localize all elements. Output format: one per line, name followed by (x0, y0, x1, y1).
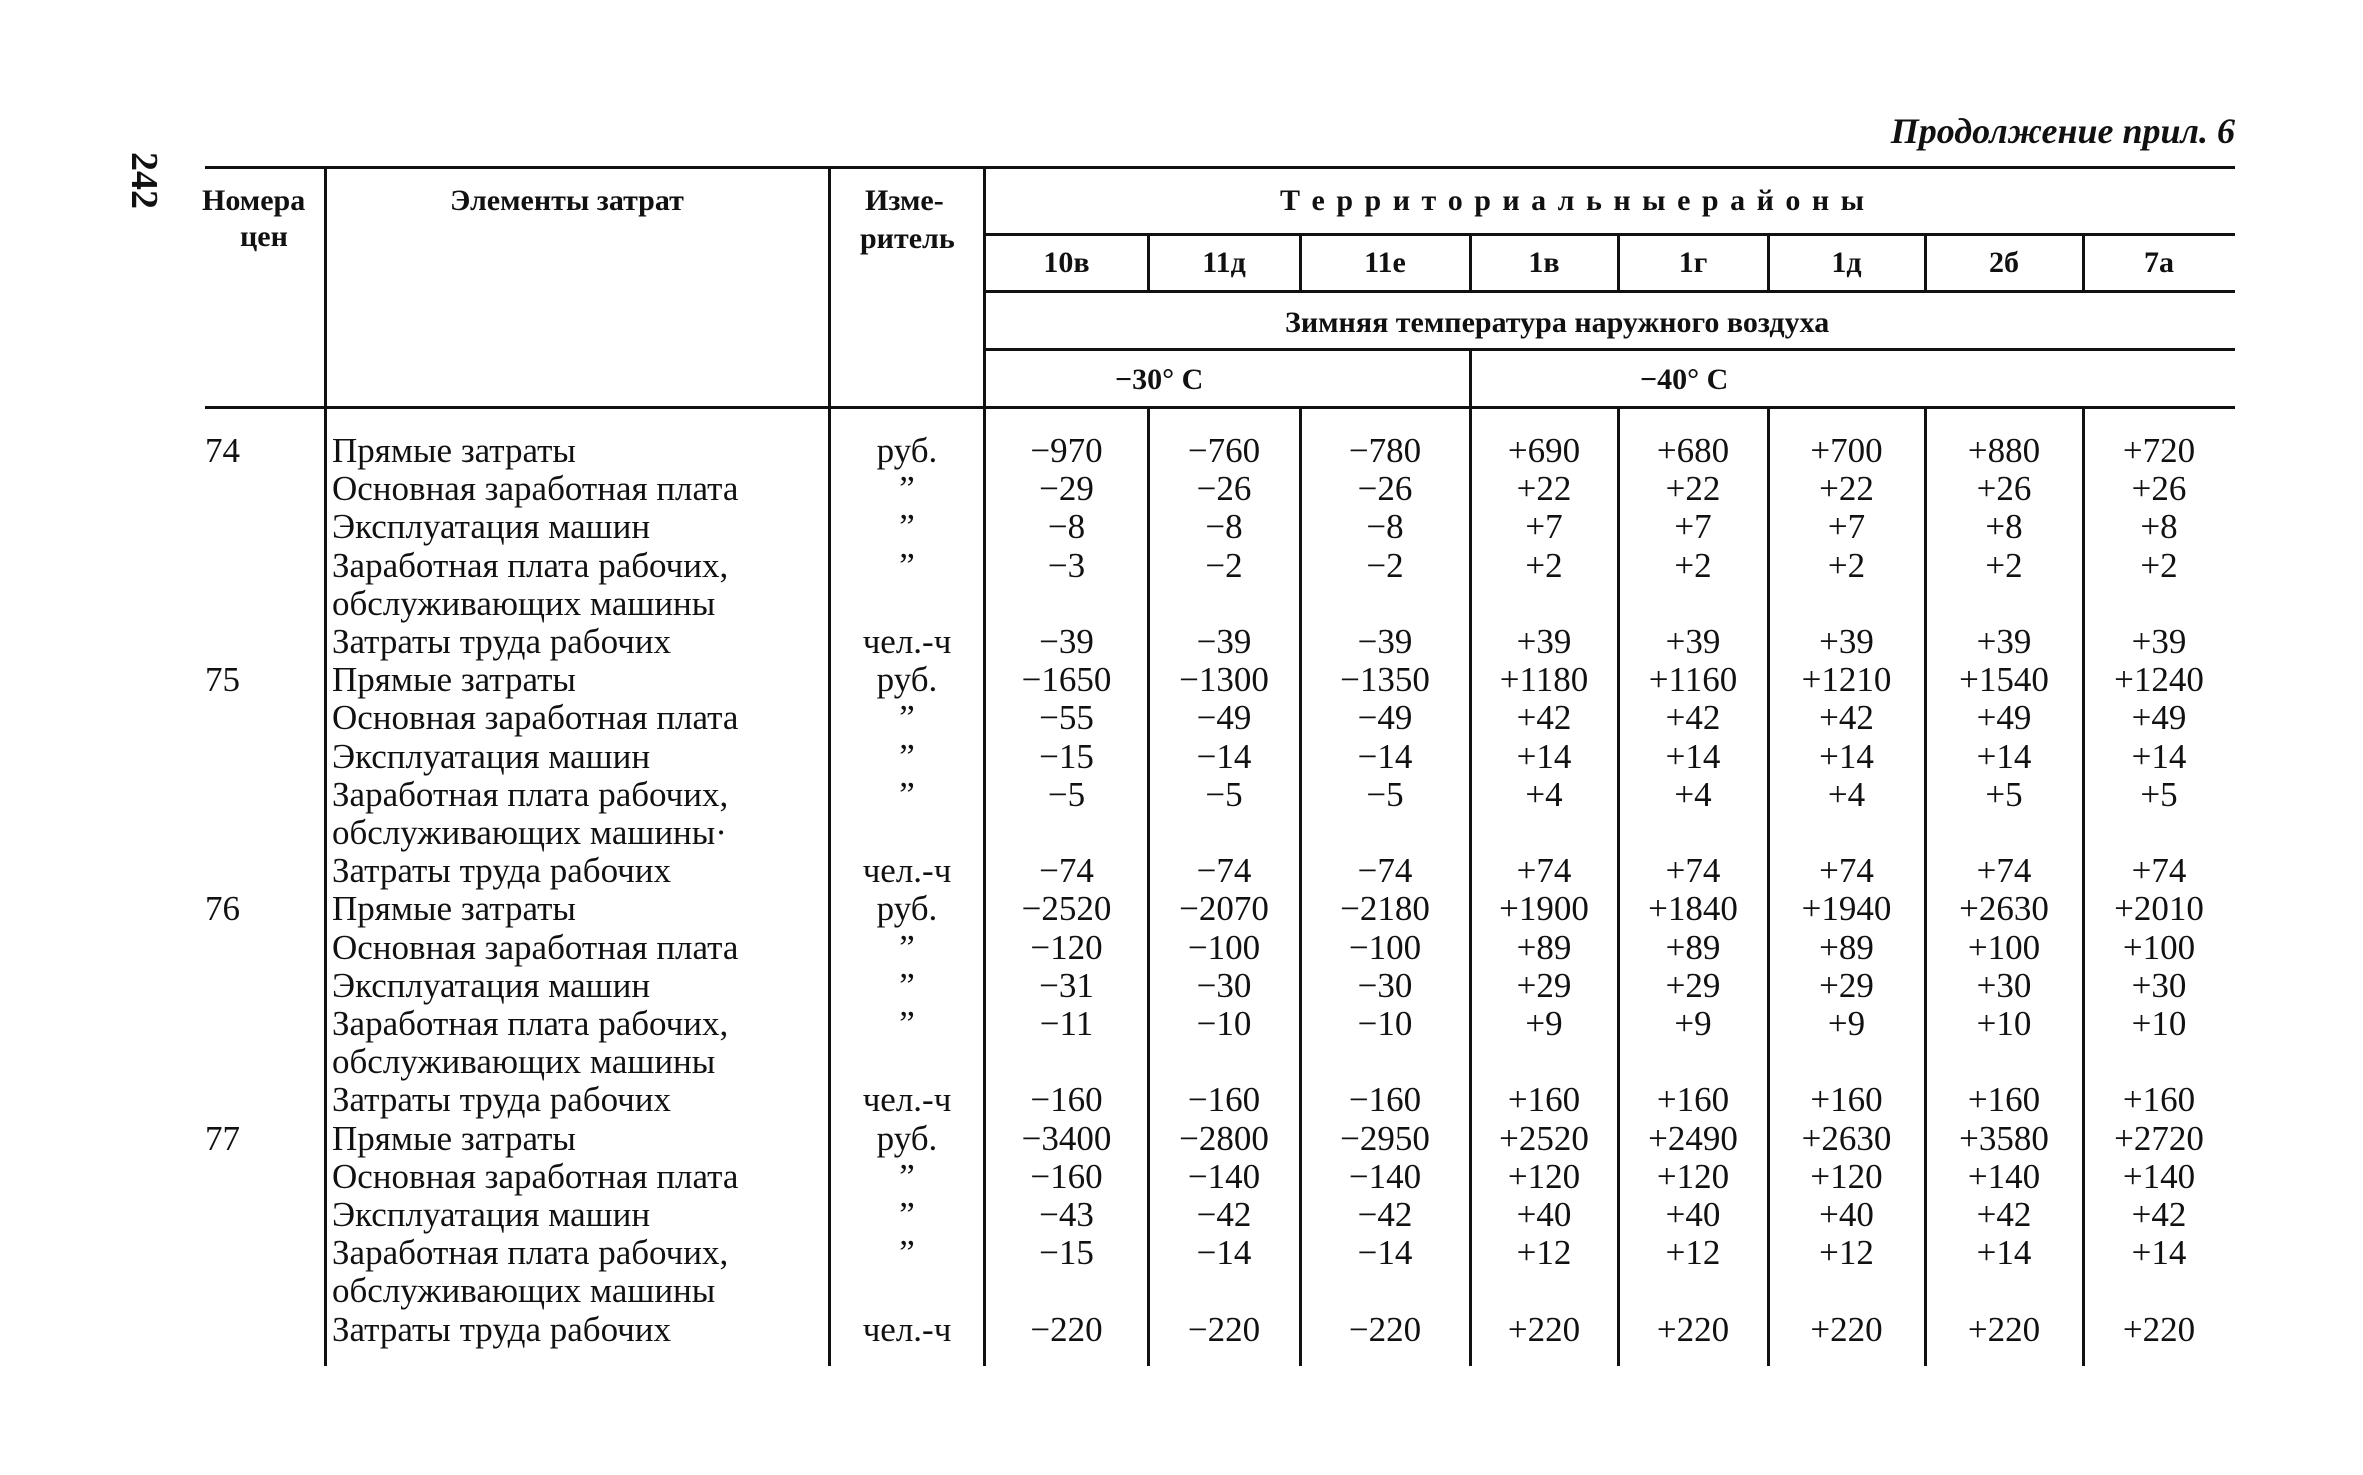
header-winter-temp: Зимняя температура наружного воздуха (1285, 306, 1830, 339)
value-cell: −26 (1357, 469, 1413, 509)
value-cell: −100 (1187, 927, 1261, 967)
unit-cell: ” (899, 965, 915, 1005)
unit-cell: ” (899, 1004, 915, 1043)
value-cell: +2490 (1648, 1118, 1738, 1158)
unit-cell: ” (899, 545, 915, 585)
cost-element-label: Прямые затраты (332, 431, 576, 470)
value-cell: +14 (1976, 736, 2032, 776)
value-cell: +700 (1810, 431, 1883, 470)
value-cell: +4 (1525, 774, 1563, 814)
value-cell: −2520 (1021, 889, 1112, 929)
value-cell: −3 (1047, 545, 1086, 585)
header-territorial: Т е р р и т о р и а л ь н ы е р а й о н ы (1280, 184, 1867, 217)
value-cell: −120 (1030, 927, 1103, 967)
value-cell: +7 (1674, 507, 1712, 547)
header-number-l2: цен (240, 220, 288, 253)
value-cell: +40 (1665, 1195, 1721, 1234)
cost-element-label: Заработная плата рабочих, (332, 1004, 729, 1043)
cost-element-label: Эксплуатация машин (332, 507, 651, 547)
value-cell: −5 (1366, 774, 1404, 814)
value-cell: −49 (1357, 698, 1413, 738)
value-cell: +220 (2122, 1309, 2196, 1349)
value-cell: +1160 (1648, 660, 1738, 700)
unit-cell: ” (899, 469, 915, 509)
value-cell: −39 (1357, 622, 1413, 661)
regions-top-rule (985, 233, 2235, 236)
value-cell: +2 (1985, 545, 2023, 585)
value-cell: +12 (1665, 1233, 1721, 1273)
page-number: 242 (123, 152, 165, 209)
value-cell: −5 (1047, 774, 1086, 814)
unit-cell: ” (899, 1195, 915, 1234)
value-cell: +5 (2140, 774, 2178, 814)
price-number: 76 (205, 889, 240, 929)
value-cell: +22 (1819, 469, 1874, 509)
value-cell: +220 (1967, 1309, 2041, 1349)
cost-element-label: Эксплуатация машин (332, 965, 651, 1005)
header-temp-40: −40° С (1640, 363, 1729, 396)
value-cell: +74 (1819, 851, 1874, 891)
value-cell: +4 (1674, 774, 1712, 814)
cost-element-label: Затраты труда рабочих (332, 1309, 671, 1349)
cost-element-label: Затраты труда рабочих (332, 1080, 671, 1120)
value-cell: +140 (1967, 1156, 2041, 1196)
value-cell: −31 (1039, 965, 1094, 1005)
header-number-l1: Номера (202, 184, 306, 217)
value-cell: −5 (1205, 774, 1243, 814)
value-cell: −39 (1039, 622, 1094, 661)
price-number: 75 (205, 660, 240, 700)
value-cell: +1210 (1801, 660, 1892, 700)
value-cell: +2 (2140, 545, 2178, 585)
value-cell: +9 (1674, 1004, 1712, 1043)
header-bottom-rule (205, 406, 2235, 409)
value-cell: +14 (2131, 736, 2187, 776)
value-cell: +1540 (1959, 660, 2049, 700)
value-cell: −3400 (1021, 1118, 1112, 1158)
value-cell: −1650 (1021, 660, 1112, 700)
value-cell: −8 (1366, 507, 1404, 547)
value-cell: +74 (1665, 851, 1721, 891)
value-cell: −10 (1196, 1004, 1252, 1043)
value-cell: +74 (2131, 851, 2187, 891)
cost-element-label: Эксплуатация машин (332, 1195, 651, 1234)
value-cell: +9 (1525, 1004, 1563, 1043)
region-header: 11е (1364, 246, 1406, 279)
unit-cell: чел.-ч (862, 622, 952, 661)
value-cell: +89 (1516, 927, 1572, 967)
value-cell: +14 (2131, 1233, 2187, 1273)
price-number: 74 (205, 431, 240, 470)
cost-element-label: Основная заработная плата (332, 1156, 739, 1196)
value-cell: +720 (2122, 431, 2196, 470)
header-unit-l2: ритель (860, 222, 955, 255)
cost-element-label: Прямые затраты (332, 1118, 576, 1158)
unit-cell: ” (899, 1156, 915, 1196)
value-cell: −30 (1357, 965, 1413, 1005)
value-cell: +8 (2140, 507, 2178, 547)
cost-element-label: обслуживающих машины (332, 583, 716, 623)
cost-element-label: Основная заработная плата (332, 469, 739, 509)
value-cell: −43 (1039, 1195, 1094, 1234)
value-cell: +10 (1976, 1004, 2032, 1043)
regions-bottom-rule (985, 290, 2235, 293)
value-cell: −15 (1039, 1233, 1094, 1273)
value-cell: +42 (1976, 1195, 2032, 1234)
value-cell: +1240 (2114, 660, 2204, 700)
value-cell: +30 (2131, 965, 2187, 1005)
value-cell: +26 (2131, 469, 2187, 509)
table-top-rule (205, 166, 2235, 169)
value-cell: +29 (1665, 965, 1721, 1005)
cost-element-label: Основная заработная плата (332, 698, 739, 738)
value-cell: +160 (1967, 1080, 2041, 1120)
unit-cell: ” (899, 736, 915, 776)
value-cell: −2800 (1179, 1118, 1269, 1158)
value-cell: −1350 (1340, 660, 1430, 700)
value-cell: −8 (1205, 507, 1243, 547)
value-cell: +12 (1516, 1233, 1572, 1273)
region-header: 10в (1043, 246, 1090, 279)
value-cell: +10 (2131, 1004, 2187, 1043)
value-cell: −10 (1357, 1004, 1413, 1043)
value-cell: −760 (1187, 431, 1261, 470)
value-cell: +30 (1976, 965, 2032, 1005)
value-cell: −42 (1196, 1195, 1252, 1234)
value-cell: −15 (1039, 736, 1094, 776)
value-cell: +12 (1819, 1233, 1874, 1273)
unit-cell: руб. (876, 1118, 938, 1158)
value-cell: +39 (1976, 622, 2032, 661)
value-cell: +220 (1656, 1309, 1730, 1349)
value-cell: +220 (1810, 1309, 1883, 1349)
cost-element-label: Прямые затраты (332, 660, 576, 700)
col-divider-number (324, 166, 327, 1366)
value-cell: −14 (1196, 736, 1252, 776)
region-header: 7а (2144, 246, 2174, 279)
value-cell: −26 (1196, 469, 1252, 509)
value-cell: +29 (1819, 965, 1874, 1005)
value-cell: +4 (1827, 774, 1866, 814)
value-cell: +40 (1516, 1195, 1572, 1234)
value-cell: +42 (1819, 698, 1874, 738)
value-cell: +9 (1827, 1004, 1866, 1043)
value-cell: −74 (1196, 851, 1252, 891)
value-cell: +22 (1516, 469, 1572, 509)
value-cell: +1180 (1499, 660, 1589, 700)
header-unit-l1: Изме- (865, 184, 944, 217)
value-cell: +89 (1665, 927, 1721, 967)
region-header: 1г (1678, 246, 1708, 279)
header-temp-30: −30° С (1115, 363, 1204, 396)
value-cell: +42 (1516, 698, 1572, 738)
value-cell: −2070 (1179, 889, 1269, 929)
value-cell: +1900 (1499, 889, 1589, 929)
unit-cell: чел.-ч (862, 1080, 952, 1120)
cost-element-label: Затраты труда рабочих (332, 622, 671, 661)
cost-element-label: Заработная плата рабочих, (332, 774, 729, 814)
value-cell: +1840 (1648, 889, 1738, 929)
value-cell: −2950 (1340, 1118, 1430, 1158)
value-cell: −220 (1348, 1309, 1422, 1349)
value-cell: +39 (1665, 622, 1721, 661)
header-elements: Элементы затрат (450, 184, 684, 217)
value-cell: +160 (1656, 1080, 1730, 1120)
value-cell: +120 (1507, 1156, 1581, 1196)
value-cell: +39 (1819, 622, 1874, 661)
unit-cell: ” (899, 927, 915, 967)
value-cell: +29 (1516, 965, 1572, 1005)
value-cell: +2720 (2114, 1118, 2204, 1158)
value-cell: +2 (1827, 545, 1866, 585)
value-cell: −8 (1047, 507, 1086, 547)
value-cell: −160 (1030, 1080, 1103, 1120)
value-cell: +39 (2131, 622, 2187, 661)
cost-element-label: Прямые затраты (332, 889, 576, 929)
value-cell: −220 (1030, 1309, 1103, 1349)
value-cell: +2520 (1499, 1118, 1589, 1158)
value-cell: −14 (1196, 1233, 1252, 1273)
unit-cell: руб. (876, 889, 938, 929)
value-cell: +100 (1967, 927, 2041, 967)
value-cell: +74 (1516, 851, 1572, 891)
value-cell: −220 (1187, 1309, 1261, 1349)
value-cell: +2010 (2114, 889, 2204, 929)
value-cell: +7 (1525, 507, 1563, 547)
value-cell: −14 (1357, 736, 1413, 776)
value-cell: −2 (1366, 545, 1404, 585)
value-cell: +42 (1665, 698, 1721, 738)
cost-element-label: Заработная плата рабочих, (332, 545, 729, 585)
price-number: 77 (205, 1118, 240, 1158)
value-cell: +42 (2131, 1195, 2187, 1234)
cost-element-label: Основная заработная плата (332, 927, 739, 967)
unit-cell: ” (899, 774, 915, 814)
value-cell: −29 (1039, 469, 1094, 509)
cost-element-label: Затраты труда рабочих (332, 851, 671, 891)
value-cell: +880 (1967, 431, 2041, 470)
value-cell: +49 (1976, 698, 2032, 738)
value-cell: +14 (1819, 736, 1874, 776)
value-cell: +1940 (1801, 889, 1892, 929)
value-cell: +74 (1976, 851, 2032, 891)
value-cell: −74 (1039, 851, 1094, 891)
value-cell: −1300 (1179, 660, 1269, 700)
value-cell: +26 (1976, 469, 2032, 509)
value-cell: +120 (1656, 1156, 1730, 1196)
cost-element-label: Заработная плата рабочих, (332, 1233, 729, 1273)
region-header: 1д (1831, 246, 1862, 279)
continuation-caption: Продолжение прил. 6 (1890, 111, 2235, 151)
value-cell: +2630 (1959, 889, 2049, 929)
value-cell: −74 (1357, 851, 1413, 891)
value-cell: +14 (1516, 736, 1572, 776)
region-header: 1в (1528, 246, 1560, 279)
value-cell: −49 (1196, 698, 1252, 738)
value-cell: −55 (1039, 698, 1094, 738)
value-cell: +100 (2122, 927, 2196, 967)
value-cell: −140 (1187, 1156, 1261, 1196)
unit-cell: ” (899, 507, 915, 547)
value-cell: −780 (1348, 431, 1422, 470)
cost-element-label: Эксплуатация машин (332, 736, 651, 776)
value-cell: +690 (1507, 431, 1581, 470)
winter-bottom-rule (985, 348, 2235, 351)
unit-cell: руб. (876, 431, 938, 470)
value-cell: −2 (1205, 545, 1243, 585)
value-cell: +220 (1507, 1309, 1581, 1349)
value-cell: +8 (1985, 507, 2023, 547)
value-cell: −11 (1039, 1004, 1094, 1043)
cost-element-label: обслуживающих машины (332, 1042, 716, 1082)
value-cell: −30 (1196, 965, 1252, 1005)
value-cell: −160 (1030, 1156, 1103, 1196)
value-cell: +49 (2131, 698, 2187, 738)
value-cell: +3580 (1959, 1118, 2049, 1158)
unit-cell: чел.-ч (862, 1309, 952, 1349)
region-header: 11д (1202, 246, 1246, 279)
value-cell: +14 (1976, 1233, 2032, 1273)
unit-cell: ” (899, 698, 915, 738)
value-cell: +2630 (1801, 1118, 1892, 1158)
value-cell: −970 (1030, 431, 1103, 470)
value-cell: −140 (1348, 1156, 1422, 1196)
value-cell: +5 (1985, 774, 2023, 814)
col-divider-elements (828, 166, 831, 1366)
value-cell: −160 (1348, 1080, 1422, 1120)
value-cell: −160 (1187, 1080, 1261, 1120)
value-cell: +120 (1810, 1156, 1883, 1196)
unit-cell: руб. (876, 660, 938, 700)
value-cell: +2 (1525, 545, 1563, 585)
value-cell: +89 (1819, 927, 1874, 967)
value-cell: +160 (2122, 1080, 2196, 1120)
value-cell: −100 (1348, 927, 1422, 967)
value-cell: +22 (1665, 469, 1721, 509)
cost-element-label: обслуживающих машины· (332, 813, 727, 852)
value-cell: +7 (1827, 507, 1866, 547)
value-cell: +680 (1656, 431, 1730, 470)
value-cell: −42 (1357, 1195, 1413, 1234)
value-cell: +160 (1507, 1080, 1581, 1120)
unit-cell: чел.-ч (862, 851, 952, 891)
value-cell: +2 (1674, 545, 1712, 585)
unit-cell: ” (899, 1233, 915, 1273)
value-cell: −14 (1357, 1233, 1413, 1273)
value-cell: −2180 (1340, 889, 1430, 929)
cost-element-label: обслуживающих машины (332, 1271, 716, 1311)
value-cell: +140 (2122, 1156, 2196, 1196)
value-cell: +39 (1516, 622, 1572, 661)
value-cell: +14 (1665, 736, 1721, 776)
value-cell: −39 (1196, 622, 1252, 661)
region-header: 2б (1989, 246, 2019, 279)
value-cell: +160 (1810, 1080, 1883, 1120)
value-cell: +40 (1819, 1195, 1874, 1234)
